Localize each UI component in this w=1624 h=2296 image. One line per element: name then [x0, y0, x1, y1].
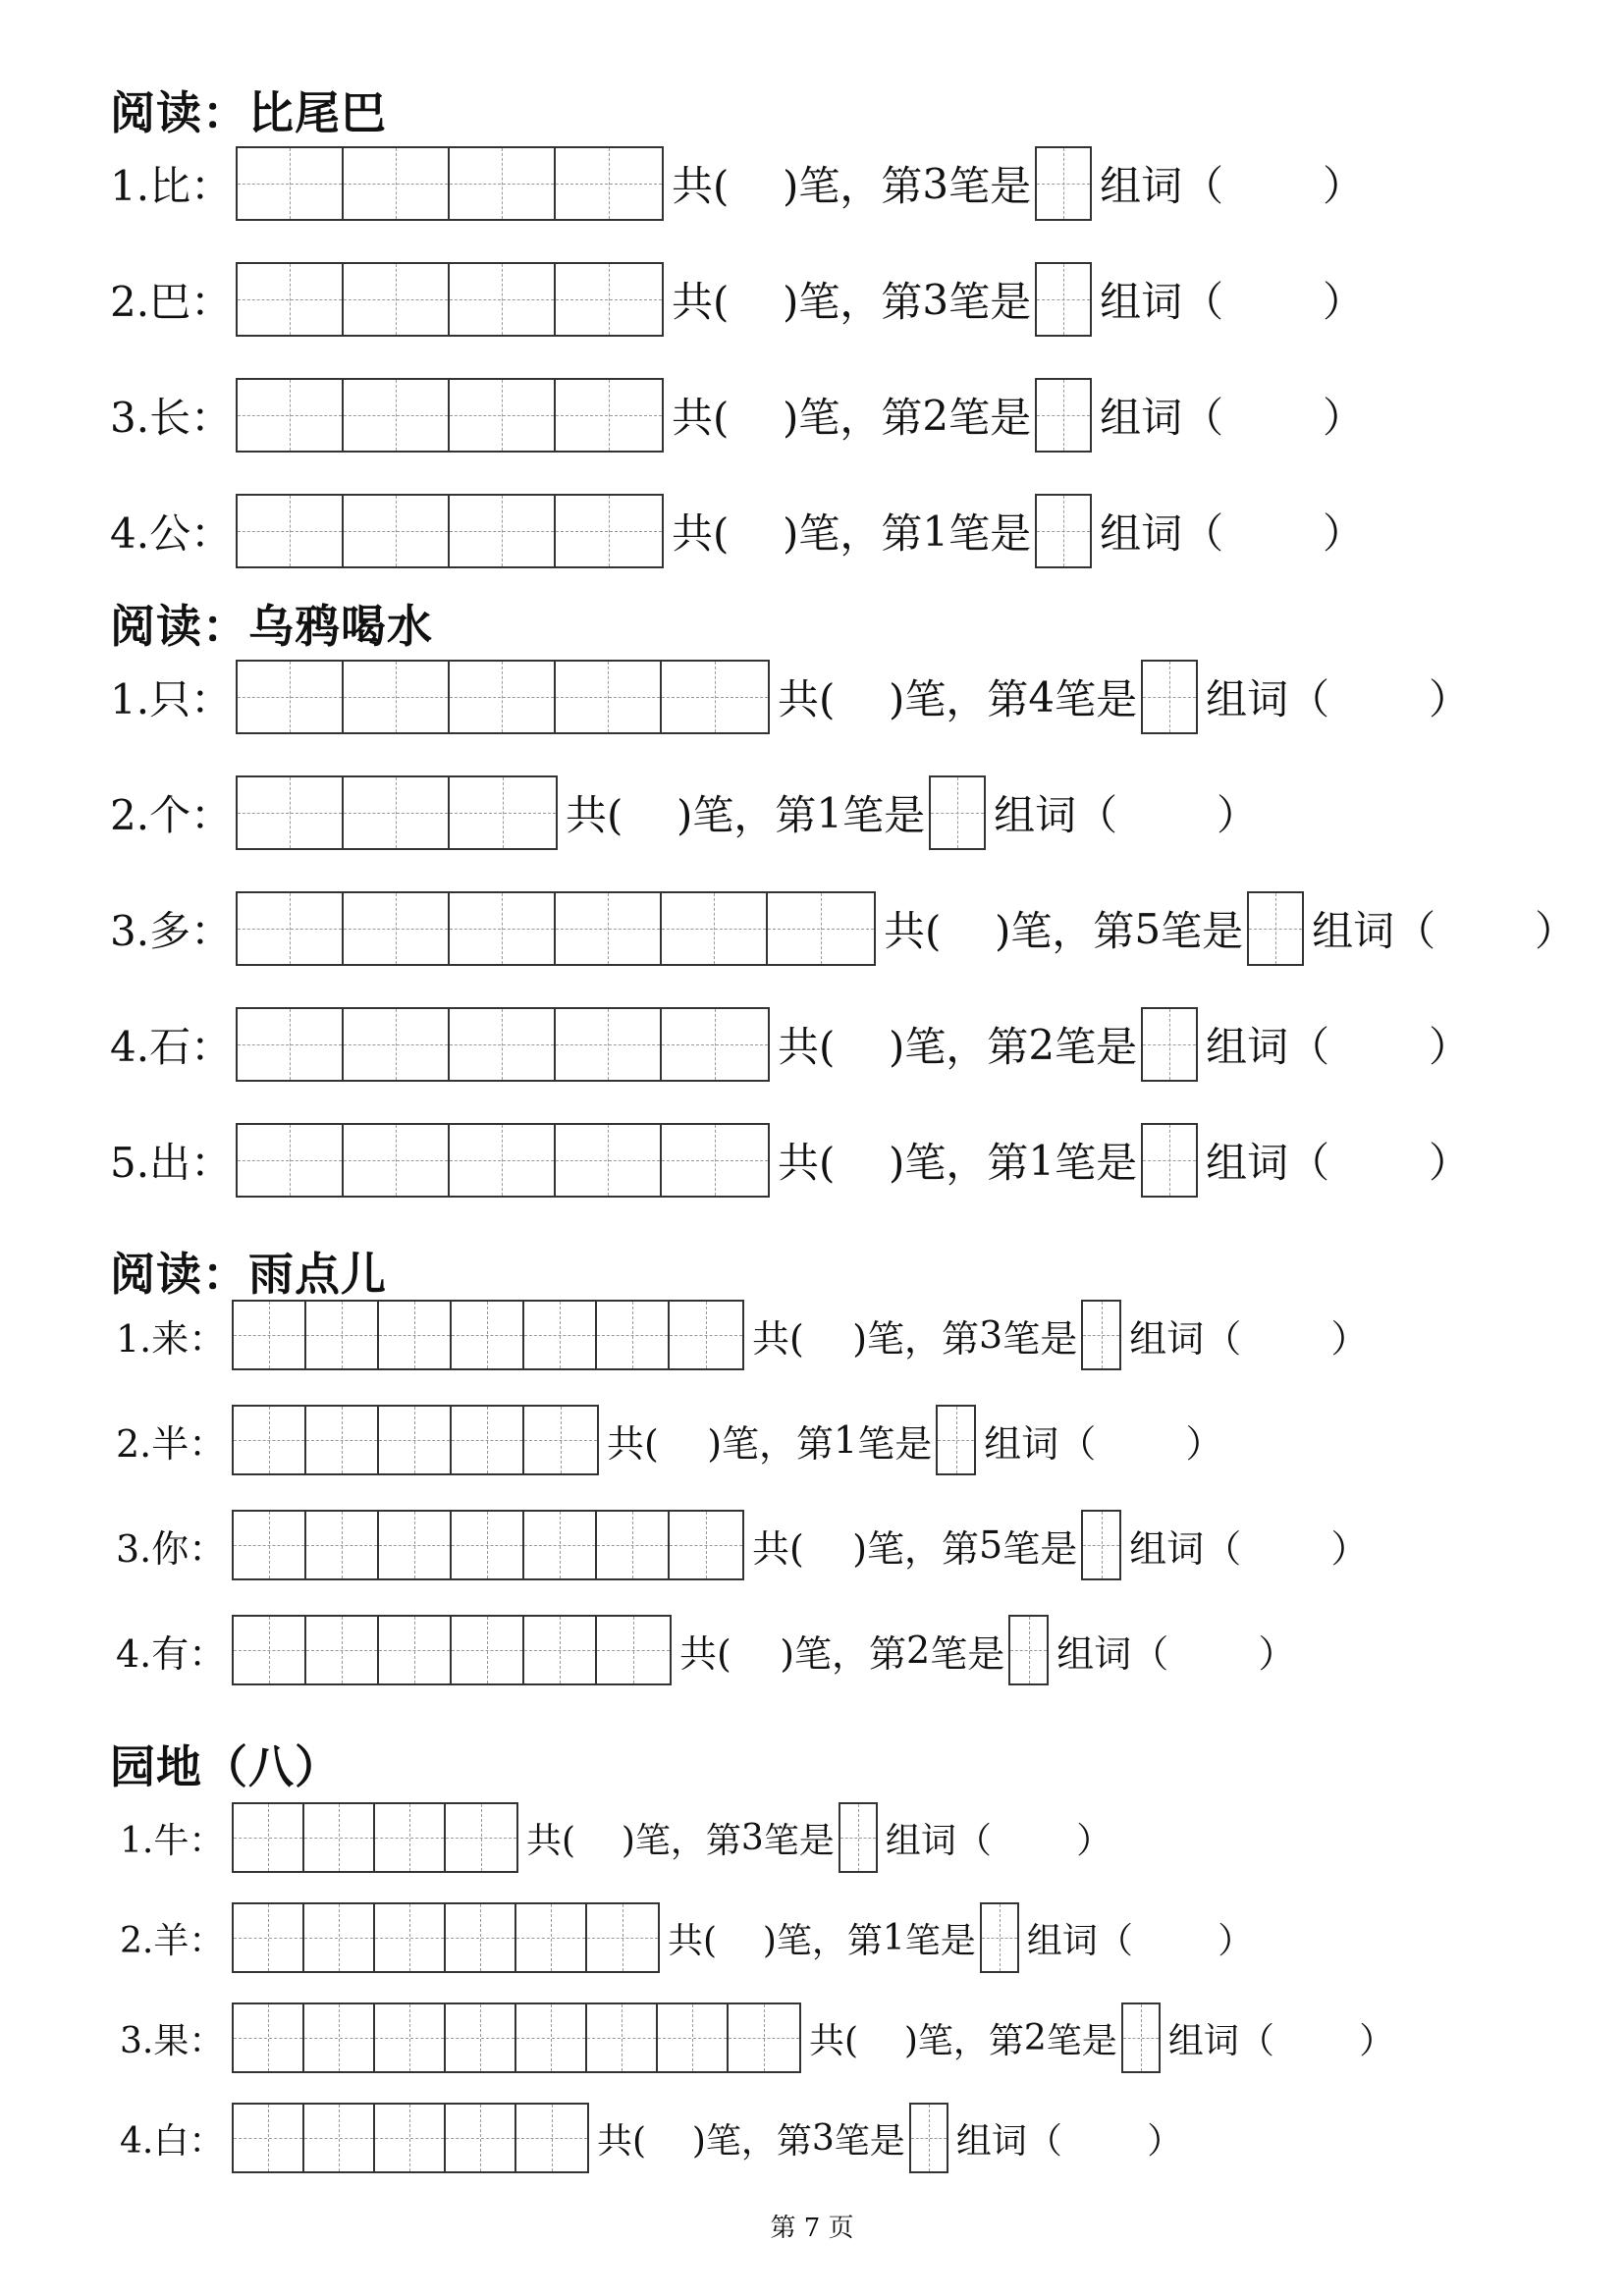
exercise-row [120, 1902, 1253, 1973]
grid-cell[interactable] [524, 1512, 597, 1578]
writing-grid[interactable] [232, 1510, 744, 1580]
stroke-order-prefix: )笔，第 [782, 162, 923, 210]
grid-cell[interactable] [982, 1904, 1017, 1971]
stroke-number: 3 [979, 1313, 1003, 1357]
grid-cell[interactable] [344, 1009, 450, 1080]
character-label: 5.出： [110, 1139, 233, 1187]
character-label: 4.白： [120, 2120, 225, 2162]
word-prompt: 组词（ [1026, 1920, 1133, 1961]
grid-cell[interactable] [238, 777, 344, 848]
stroke-number: 1 [816, 788, 843, 837]
stroke-suffix: 笔是 [904, 1920, 976, 1961]
stroke-answer-box[interactable] [936, 1405, 976, 1475]
character-label: 3.果： [120, 2020, 225, 2061]
grid-cell[interactable] [234, 1407, 306, 1473]
word-prompt-close: ） [1322, 162, 1364, 210]
stroke-suffix: 笔是 [948, 162, 1032, 210]
character-label: 3.长： [110, 394, 233, 442]
character-label: 4.有： [116, 1631, 227, 1676]
stroke-number: 1 [922, 507, 949, 556]
grid-cell[interactable] [670, 1302, 742, 1368]
stroke-answer-box[interactable] [1035, 262, 1092, 337]
grid-cell[interactable] [379, 1512, 452, 1578]
grid-cell[interactable] [1143, 1125, 1196, 1196]
stroke-order-prefix: )笔，第 [782, 278, 923, 326]
writing-grid[interactable] [232, 1802, 518, 1873]
character-label: 1.来： [116, 1316, 227, 1361]
word-prompt-close: ） [1330, 1316, 1369, 1361]
grid-cell[interactable] [1143, 662, 1196, 732]
grid-cell[interactable] [344, 777, 450, 848]
section-title: 阅读：乌鸦喝水 [110, 600, 433, 653]
grid-cell[interactable] [344, 662, 450, 732]
word-prompt: 组词（ [955, 2120, 1062, 2162]
grid-cell[interactable] [234, 2004, 304, 2071]
stroke-answer-box[interactable] [1035, 378, 1092, 453]
exercise-row [110, 494, 1364, 568]
word-prompt: 组词（ [1056, 1631, 1169, 1676]
exercise-row [110, 262, 1364, 337]
exercise-row [110, 146, 1364, 221]
grid-cell[interactable] [446, 1904, 516, 1971]
writing-grid[interactable] [232, 2103, 589, 2173]
stroke-order-prefix: )笔，第 [888, 1023, 1029, 1071]
grid-cell[interactable] [556, 1125, 662, 1196]
grid-cell[interactable] [234, 1617, 306, 1683]
character-label: 2.巴： [110, 278, 233, 326]
grid-cell[interactable] [1143, 1009, 1196, 1080]
grid-cell[interactable] [306, 1302, 379, 1368]
grid-cell[interactable] [344, 1125, 450, 1196]
stroke-suffix: 笔是 [1055, 1139, 1138, 1187]
grid-cell[interactable] [587, 1904, 658, 1971]
stroke-suffix: 笔是 [857, 1421, 933, 1466]
total-strokes-open: 共( [672, 509, 730, 558]
stroke-suffix: 笔是 [1055, 1023, 1138, 1071]
writing-grid[interactable] [236, 1123, 770, 1198]
exercise-row [116, 1405, 1222, 1475]
stroke-suffix: 笔是 [948, 278, 1032, 326]
word-prompt-close: ） [1147, 2120, 1183, 2162]
writing-grid[interactable] [236, 775, 558, 850]
grid-cell[interactable] [234, 1302, 306, 1368]
word-prompt: 组词（ [1100, 509, 1224, 558]
page-footer: 第 7 页 [770, 2214, 854, 2243]
stroke-answer-box[interactable] [1081, 1300, 1121, 1370]
character-label: 2.个： [110, 791, 233, 839]
word-prompt: 组词（ [1100, 162, 1224, 210]
grid-cell[interactable] [306, 1512, 379, 1578]
total-strokes-open: 共( [752, 1316, 804, 1361]
stroke-suffix: 笔是 [1046, 2020, 1117, 2061]
word-prompt: 组词（ [1206, 1139, 1330, 1187]
word-prompt: 组词（ [1129, 1526, 1242, 1571]
word-prompt: 组词（ [1206, 675, 1330, 723]
exercise-row [120, 1802, 1111, 1873]
stroke-suffix: 笔是 [1055, 675, 1138, 723]
grid-cell[interactable] [238, 496, 344, 566]
character-label: 4.公： [110, 509, 233, 558]
stroke-suffix: 笔是 [1161, 907, 1244, 955]
writing-grid[interactable] [232, 1405, 599, 1475]
writing-grid[interactable] [236, 1007, 770, 1082]
total-strokes-open: 共( [778, 1139, 836, 1187]
grid-cell[interactable] [344, 148, 450, 219]
grid-cell[interactable] [1037, 148, 1090, 219]
writing-grid[interactable] [236, 891, 876, 966]
grid-cell[interactable] [344, 264, 450, 335]
grid-cell[interactable] [1037, 496, 1090, 566]
stroke-answer-box[interactable] [1121, 2002, 1161, 2073]
stroke-number: 3 [922, 159, 949, 208]
word-prompt-close: ） [1330, 1526, 1369, 1571]
stroke-number: 3 [740, 1817, 764, 1858]
stroke-number: 2 [1028, 1020, 1056, 1069]
grid-cell[interactable] [234, 1904, 304, 1971]
grid-cell[interactable] [234, 2105, 304, 2171]
grid-cell[interactable] [446, 2004, 516, 2071]
grid-cell[interactable] [344, 893, 450, 964]
stroke-answer-box[interactable] [1008, 1615, 1049, 1685]
writing-grid[interactable] [236, 378, 664, 453]
writing-grid[interactable] [236, 660, 770, 734]
section-title: 阅读：比尾巴 [110, 86, 387, 139]
exercise-row [110, 378, 1364, 453]
grid-cell[interactable] [375, 2004, 446, 2071]
stroke-answer-box[interactable] [1141, 1123, 1198, 1198]
grid-cell[interactable] [516, 1904, 587, 1971]
character-label: 3.多： [110, 907, 233, 955]
stroke-suffix: 笔是 [948, 394, 1032, 442]
grid-cell[interactable] [524, 1617, 597, 1683]
total-strokes-open: 共( [672, 162, 730, 210]
stroke-number: 2 [1023, 2017, 1047, 2058]
stroke-number: 3 [811, 2117, 835, 2159]
word-prompt-close: ） [1428, 1139, 1470, 1187]
stroke-order-prefix: )笔，第 [676, 791, 817, 839]
grid-cell[interactable] [344, 496, 450, 566]
total-strokes-open: 共( [672, 278, 730, 326]
grid-cell[interactable] [556, 496, 662, 566]
stroke-order-prefix: )笔，第 [888, 1139, 1029, 1187]
stroke-order-prefix: )笔，第 [782, 394, 923, 442]
grid-cell[interactable] [375, 1904, 446, 1971]
grid-cell[interactable] [911, 2105, 947, 2171]
grid-cell[interactable] [556, 148, 662, 219]
grid-cell[interactable] [597, 1302, 670, 1368]
word-prompt: 组词（ [994, 791, 1118, 839]
grid-cell[interactable] [524, 1407, 597, 1473]
total-strokes-open: 共( [607, 1421, 659, 1466]
stroke-number: 2 [906, 1629, 931, 1672]
character-label: 3.你： [116, 1526, 227, 1571]
stroke-order-prefix: )笔，第 [994, 907, 1135, 955]
stroke-suffix: 笔是 [842, 791, 926, 839]
word-prompt-close: ） [1216, 791, 1258, 839]
total-strokes-open: 共( [526, 1820, 576, 1861]
word-prompt: 组词（ [885, 1820, 992, 1861]
section-title: 阅读：雨点儿 [110, 1248, 387, 1301]
stroke-number: 4 [1028, 672, 1056, 721]
section-title: 园地（八） [110, 1740, 341, 1793]
grid-cell[interactable] [450, 496, 556, 566]
grid-cell[interactable] [304, 1804, 375, 1871]
word-prompt: 组词（ [1100, 394, 1224, 442]
exercise-row [116, 1615, 1295, 1685]
total-strokes-open: 共( [778, 1023, 836, 1071]
character-label: 2.半： [116, 1421, 227, 1466]
stroke-order-prefix: )笔，第 [691, 2120, 812, 2162]
writing-grid[interactable] [232, 2002, 801, 2073]
stroke-answer-box[interactable] [929, 775, 986, 850]
grid-cell[interactable] [556, 662, 662, 732]
exercise-row [120, 2103, 1182, 2173]
grid-cell[interactable] [1083, 1302, 1119, 1368]
grid-cell[interactable] [234, 1512, 306, 1578]
total-strokes-open: 共( [597, 2120, 647, 2162]
grid-cell[interactable] [238, 1009, 344, 1080]
exercise-row [116, 1510, 1368, 1580]
grid-cell[interactable] [379, 1617, 452, 1683]
word-prompt: 组词（ [984, 1421, 1097, 1466]
grid-cell[interactable] [556, 264, 662, 335]
word-prompt-close: ） [1258, 1631, 1296, 1676]
stroke-answer-box[interactable] [980, 1902, 1019, 1973]
writing-grid[interactable] [232, 1615, 672, 1685]
stroke-order-prefix: )笔，第 [621, 1820, 741, 1861]
grid-cell[interactable] [306, 1617, 379, 1683]
stroke-answer-box[interactable] [1141, 660, 1198, 734]
character-label: 4.石： [110, 1023, 233, 1071]
grid-cell[interactable] [556, 893, 662, 964]
word-prompt: 组词（ [1312, 907, 1436, 955]
stroke-answer-box[interactable] [1247, 891, 1304, 966]
exercise-row [116, 1300, 1368, 1370]
stroke-answer-box[interactable] [839, 1802, 878, 1873]
word-prompt-close: ） [1359, 2020, 1395, 2061]
exercise-row [110, 775, 1258, 850]
grid-cell[interactable] [450, 1009, 556, 1080]
word-prompt-close: ） [1322, 509, 1364, 558]
grid-cell[interactable] [597, 1617, 670, 1683]
grid-cell[interactable] [452, 1512, 524, 1578]
grid-cell[interactable] [931, 777, 984, 848]
grid-cell[interactable] [234, 1804, 304, 1871]
grid-cell[interactable] [238, 264, 344, 335]
stroke-number: 1 [882, 1917, 905, 1958]
character-label: 2.羊： [120, 1920, 225, 1961]
total-strokes-open: 共( [672, 394, 730, 442]
exercise-row [120, 2002, 1394, 2073]
stroke-order-prefix: )笔，第 [852, 1526, 980, 1571]
grid-cell[interactable] [452, 1407, 524, 1473]
character-label: 1.牛： [120, 1820, 225, 1861]
grid-cell[interactable] [516, 2004, 587, 2071]
word-prompt-close: ） [1534, 907, 1576, 955]
grid-cell[interactable] [379, 1407, 452, 1473]
writing-grid[interactable] [236, 494, 664, 568]
grid-cell[interactable] [450, 148, 556, 219]
grid-cell[interactable] [597, 1512, 670, 1578]
grid-cell[interactable] [446, 1804, 516, 1871]
stroke-answer-box[interactable] [1035, 146, 1092, 221]
exercise-row [110, 660, 1470, 734]
grid-cell[interactable] [375, 1804, 446, 1871]
grid-cell[interactable] [587, 2004, 658, 2071]
stroke-number: 1 [1028, 1136, 1056, 1185]
word-prompt-close: ） [1076, 1820, 1112, 1861]
writing-grid[interactable] [232, 1300, 744, 1370]
stroke-number: 3 [922, 275, 949, 324]
grid-cell[interactable] [452, 1617, 524, 1683]
word-prompt: 组词（ [1100, 278, 1224, 326]
stroke-suffix: 笔是 [930, 1631, 1005, 1676]
total-strokes-open: 共( [809, 2020, 859, 2061]
exercise-row [110, 891, 1576, 966]
grid-cell[interactable] [938, 1407, 974, 1473]
character-label: 1.比： [110, 162, 233, 210]
writing-grid[interactable] [236, 146, 664, 221]
grid-cell[interactable] [344, 380, 450, 451]
grid-cell[interactable] [662, 1125, 768, 1196]
grid-cell[interactable] [729, 2004, 799, 2071]
grid-cell[interactable] [238, 148, 344, 219]
word-prompt: 组词（ [1167, 2020, 1274, 2061]
word-prompt-close: ） [1322, 394, 1364, 442]
grid-cell[interactable] [304, 1904, 375, 1971]
stroke-answer-box[interactable] [909, 2103, 948, 2173]
grid-cell[interactable] [306, 1407, 379, 1473]
grid-cell[interactable] [662, 1009, 768, 1080]
stroke-suffix: 笔是 [948, 509, 1032, 558]
grid-cell[interactable] [1037, 264, 1090, 335]
grid-cell[interactable] [446, 2105, 516, 2171]
stroke-suffix: 笔是 [1002, 1526, 1078, 1571]
grid-cell[interactable] [658, 2004, 729, 2071]
grid-cell[interactable] [556, 380, 662, 451]
total-strokes-open: 共( [778, 675, 836, 723]
word-prompt-close: ） [1428, 1023, 1470, 1071]
total-strokes-open: 共( [566, 791, 623, 839]
grid-cell[interactable] [1123, 2004, 1159, 2071]
word-prompt: 组词（ [1129, 1316, 1242, 1361]
stroke-order-prefix: )笔，第 [780, 1631, 907, 1676]
grid-cell[interactable] [556, 1009, 662, 1080]
writing-grid[interactable] [236, 262, 664, 337]
stroke-order-prefix: )笔，第 [852, 1316, 980, 1361]
grid-cell[interactable] [670, 1512, 742, 1578]
stroke-order-prefix: )笔，第 [903, 2020, 1024, 2061]
grid-cell[interactable] [452, 1302, 524, 1368]
grid-cell[interactable] [238, 893, 344, 964]
word-prompt: 组词（ [1206, 1023, 1330, 1071]
word-prompt-close: ） [1185, 1421, 1223, 1466]
grid-cell[interactable] [524, 1302, 597, 1368]
stroke-answer-box[interactable] [1035, 494, 1092, 568]
writing-grid[interactable] [232, 1902, 660, 1973]
stroke-suffix: 笔是 [1002, 1316, 1078, 1361]
stroke-number: 1 [834, 1418, 858, 1462]
grid-cell[interactable] [450, 264, 556, 335]
grid-cell[interactable] [516, 2105, 587, 2171]
grid-cell[interactable] [450, 662, 556, 732]
grid-cell[interactable] [840, 1804, 876, 1871]
stroke-answer-box[interactable] [1141, 1007, 1198, 1082]
stroke-number: 5 [1134, 904, 1162, 953]
stroke-suffix: 笔是 [763, 1820, 835, 1861]
grid-cell[interactable] [450, 893, 556, 964]
total-strokes-open: 共( [752, 1526, 804, 1571]
stroke-order-prefix: )笔，第 [707, 1421, 835, 1466]
stroke-number: 2 [922, 391, 949, 440]
grid-cell[interactable] [662, 662, 768, 732]
stroke-answer-box[interactable] [1081, 1510, 1121, 1580]
grid-cell[interactable] [375, 2105, 446, 2171]
grid-cell[interactable] [1249, 893, 1302, 964]
grid-cell[interactable] [1083, 1512, 1119, 1578]
total-strokes-open: 共( [884, 907, 942, 955]
total-strokes-open: 共( [679, 1631, 731, 1676]
stroke-order-prefix: )笔，第 [782, 509, 923, 558]
grid-cell[interactable] [1037, 380, 1090, 451]
exercise-row [110, 1007, 1470, 1082]
stroke-order-prefix: )笔，第 [762, 1920, 883, 1961]
grid-cell[interactable] [379, 1302, 452, 1368]
grid-cell[interactable] [768, 893, 874, 964]
grid-cell[interactable] [238, 1125, 344, 1196]
character-label: 1.只： [110, 675, 233, 723]
grid-cell[interactable] [1010, 1617, 1047, 1683]
stroke-number: 5 [979, 1523, 1003, 1567]
stroke-order-prefix: )笔，第 [888, 675, 1029, 723]
grid-cell[interactable] [450, 1125, 556, 1196]
grid-cell[interactable] [450, 380, 556, 451]
grid-cell[interactable] [304, 2004, 375, 2071]
grid-cell[interactable] [304, 2105, 375, 2171]
grid-cell[interactable] [238, 380, 344, 451]
exercise-row [110, 1123, 1470, 1198]
word-prompt-close: ） [1218, 1920, 1254, 1961]
stroke-suffix: 笔是 [834, 2120, 905, 2162]
word-prompt-close: ） [1322, 278, 1364, 326]
total-strokes-open: 共( [668, 1920, 718, 1961]
grid-cell[interactable] [238, 662, 344, 732]
grid-cell[interactable] [662, 893, 768, 964]
grid-cell[interactable] [450, 777, 556, 848]
word-prompt-close: ） [1428, 675, 1470, 723]
